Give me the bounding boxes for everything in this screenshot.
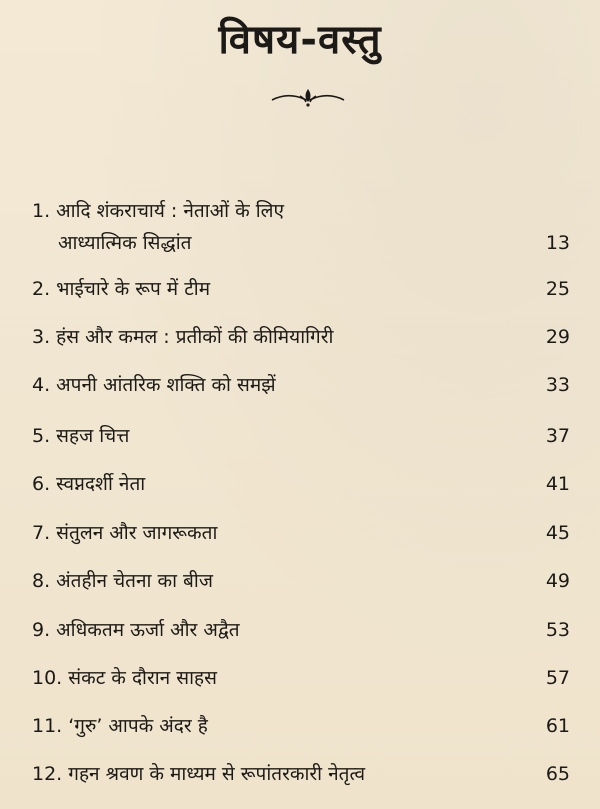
toc-entry-page: 41 bbox=[545, 473, 570, 495]
toc-entry-page: 61 bbox=[545, 715, 570, 737]
toc-entry-title: 5. सहज चित्त bbox=[32, 425, 130, 447]
toc-entry-page: 53 bbox=[545, 619, 570, 641]
toc-entry-page: 25 bbox=[545, 278, 570, 300]
toc-entry-page: 13 bbox=[545, 232, 570, 254]
toc-entry-title: 4. अपनी आंतरिक शक्ति को समझें bbox=[32, 374, 276, 396]
toc-entry bbox=[32, 196, 570, 260]
toc-entry-page: 37 bbox=[545, 425, 570, 447]
toc-entry-title: 12. गहन श्रवण के माध्यम से रूपांतरकारी नेतृत्व bbox=[32, 763, 366, 785]
toc-entry-title: 2. भाईचारे के रूप में टीम bbox=[32, 278, 211, 300]
toc-entry-title: 3. हंस और कमल : प्रतीकों की कीमियागिरी bbox=[32, 326, 334, 348]
toc-entry-title: 6. स्वप्नदर्शी नेता bbox=[32, 473, 146, 495]
toc-entry-title: 7. संतुलन और जागरूकता bbox=[32, 522, 218, 544]
toc-entry-title-line2: आध्यात्मिक सिद्धांत bbox=[58, 232, 192, 254]
toc-entry-title: 1. आदि शंकराचार्य : नेताओं के लिए bbox=[32, 200, 285, 222]
toc-entry-page: 57 bbox=[545, 667, 570, 689]
toc-entry-page: 45 bbox=[545, 522, 570, 544]
toc-entry-title: 11. ‘गुरु’ आपके अंदर है bbox=[32, 715, 208, 737]
toc-entry-title: 10. संकट के दौरान साहस bbox=[32, 667, 217, 689]
toc-entry-page: 33 bbox=[545, 374, 570, 396]
page-title: विषय-वस्तु bbox=[218, 17, 382, 63]
toc-entry-title: 8. अंतहीन चेतना का बीज bbox=[32, 570, 213, 592]
toc-entry-page: 65 bbox=[545, 763, 570, 785]
toc-entry-page: 29 bbox=[545, 326, 570, 348]
toc-entry-title: 9. अधिकतम ऊर्जा और अद्वैत bbox=[32, 619, 240, 641]
toc-entry-page: 49 bbox=[545, 570, 570, 592]
